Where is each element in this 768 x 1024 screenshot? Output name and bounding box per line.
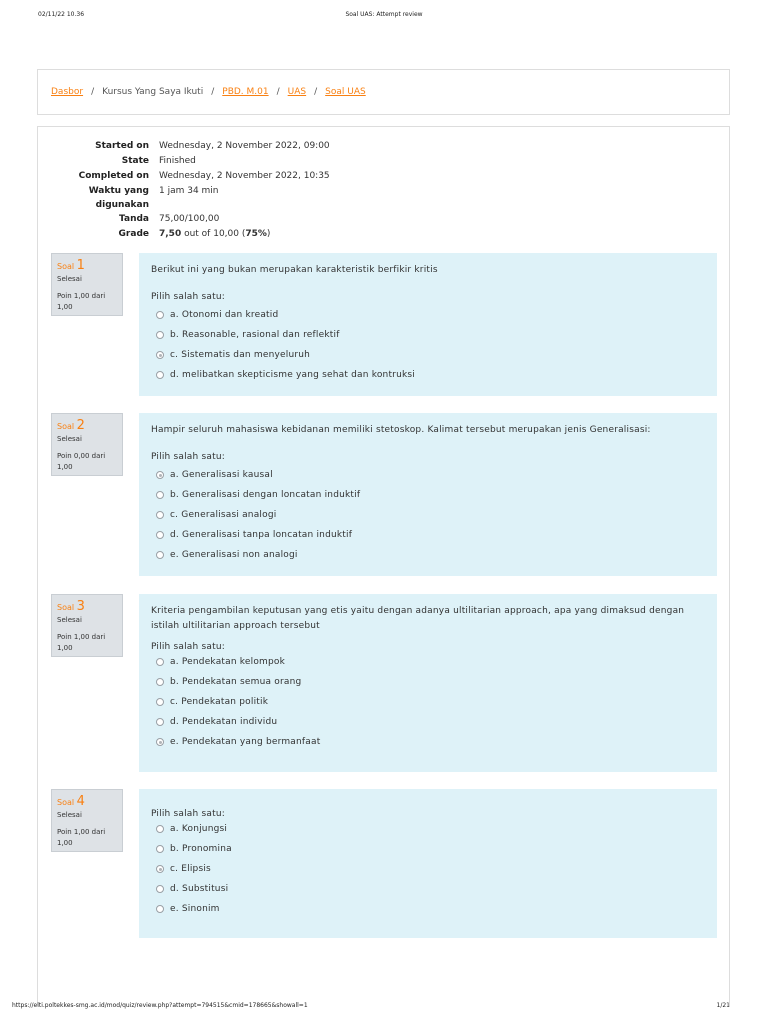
answer-option[interactable]: c. Elipsis (156, 859, 705, 879)
breadcrumb (37, 69, 730, 115)
print-datetime: 02/11/22 10.36 (38, 11, 85, 18)
radio-button[interactable] (156, 511, 164, 519)
answer-option[interactable]: b. Pronomina (156, 839, 705, 859)
answer-option[interactable]: a. Generalisasi kausal (156, 465, 705, 485)
question-state: Selesai (57, 811, 82, 819)
question-content (139, 413, 717, 576)
print-title: Soal UAS: Attempt review (345, 11, 423, 18)
answer-option[interactable]: c. Pendekatan politik (156, 692, 705, 712)
radio-button[interactable] (156, 905, 164, 913)
breadcrumb-course[interactable]: PBD. M.01 (222, 87, 269, 97)
question-info (51, 413, 123, 476)
question-points: Poin 1,00 dari 1,00 (57, 828, 106, 847)
question-text: Kriteria pengambilan keputusan yang etis yaitu dengan adanya ultilitarian approach, apa yang dimaksud dengan istilah ultilitarian approach tersebut (151, 606, 685, 631)
breadcrumb-separator: / (314, 87, 318, 97)
question-info (51, 594, 123, 657)
question-info (51, 789, 123, 852)
answer-option[interactable]: b. Pendekatan semua orang (156, 672, 705, 692)
radio-button-selected[interactable] (156, 471, 164, 479)
radio-button[interactable] (156, 371, 164, 379)
waktu-value: 1 jam 34 min (159, 186, 219, 196)
radio-button[interactable] (156, 658, 164, 666)
answer-option[interactable]: d. melibatkan skepticisme yang sehat dan kontruksi (156, 365, 705, 385)
breadcrumb-separator: / (211, 87, 215, 97)
radio-button[interactable] (156, 678, 164, 686)
answer-option[interactable]: b. Generalisasi dengan loncatan induktif (156, 485, 705, 505)
question-points: Poin 1,00 dari 1,00 (57, 633, 106, 652)
question-info (51, 253, 123, 316)
grade-label: Grade (118, 229, 149, 239)
question-number: Soal 4 (57, 794, 85, 809)
print-footer (0, 1002, 768, 1012)
started-label: Started on (95, 141, 149, 151)
started-value: Wednesday, 2 November 2022, 09:00 (159, 141, 330, 151)
answer-option[interactable]: b. Reasonable, rasional dan reflektif (156, 325, 705, 345)
radio-button[interactable] (156, 331, 164, 339)
answer-option[interactable]: c. Sistematis dan menyeluruh (156, 345, 705, 365)
print-url: https://elti.poltekkes-smg.ac.id/mod/quiz/review.php?attempt=794515&cmid=178665&showall=1 (12, 1002, 308, 1009)
question-text: Hampir seluruh mahasiswa kebidanan memiliki stetoskop. Kalimat tersebut merupakan jenis Generalisasi: (151, 425, 651, 435)
radio-button[interactable] (156, 551, 164, 559)
completed-label: Completed on (78, 171, 149, 181)
radio-button[interactable] (156, 845, 164, 853)
radio-button-selected[interactable] (156, 351, 164, 359)
breadcrumb-kursus: Kursus Yang Saya Ikuti (102, 87, 204, 97)
radio-button[interactable] (156, 531, 164, 539)
grade-close: ) (266, 229, 271, 239)
question-points: Poin 1,00 dari 1,00 (57, 292, 106, 311)
answer-option[interactable]: d. Substitusi (156, 879, 705, 899)
radio-button[interactable] (156, 311, 164, 319)
breadcrumb-uas[interactable]: UAS (287, 87, 307, 97)
question-number: Soal 1 (57, 258, 85, 273)
radio-button[interactable] (156, 885, 164, 893)
completed-value: Wednesday, 2 November 2022, 10:35 (159, 171, 330, 181)
print-header (0, 11, 768, 21)
answer-option[interactable]: a. Otonomi dan kreatid (156, 305, 705, 325)
question-content (139, 594, 717, 772)
answer-option[interactable]: d. Pendekatan individu (156, 712, 705, 732)
attempt-summary (0, 139, 760, 242)
question-content (139, 789, 717, 938)
state-value: Finished (159, 156, 196, 166)
breadcrumb-separator: / (91, 87, 95, 97)
question-state: Selesai (57, 616, 82, 624)
radio-button[interactable] (156, 825, 164, 833)
answer-option[interactable]: e. Generalisasi non analogi (156, 545, 705, 565)
question-state: Selesai (57, 275, 82, 283)
question-number: Soal 3 (57, 599, 85, 614)
radio-button-selected[interactable] (156, 865, 164, 873)
grade-value (159, 227, 270, 241)
answer-option[interactable]: e. Pendekatan yang bermanfaat (156, 732, 705, 752)
answer-prompt: Pilih salah satu: (151, 452, 225, 462)
radio-button[interactable] (156, 718, 164, 726)
tanda-label: Tanda (119, 214, 149, 224)
question-content (139, 253, 717, 396)
answer-prompt: Pilih salah satu: (151, 642, 225, 652)
radio-button-selected[interactable] (156, 738, 164, 746)
radio-button[interactable] (156, 698, 164, 706)
tanda-value: 75,00/100,00 (159, 214, 220, 224)
grade-score: 7,50 (159, 229, 182, 239)
question-points: Poin 0,00 dari 1,00 (57, 452, 106, 471)
print-page-number: 1/21 (716, 1002, 730, 1009)
breadcrumb-separator: / (276, 87, 280, 97)
answer-option[interactable]: a. Konjungsi (156, 819, 705, 839)
state-label: State (121, 156, 149, 166)
radio-button[interactable] (156, 491, 164, 499)
grade-out-of: out of 10,00 ( (181, 229, 246, 239)
question-text: Berikut ini yang bukan merupakan karakteristik berfikir kritis (151, 265, 438, 275)
breadcrumb-soal-uas[interactable]: Soal UAS (325, 87, 366, 97)
waktu-label: Waktu yang digunakan (88, 186, 149, 210)
question-state: Selesai (57, 435, 82, 443)
question-number: Soal 2 (57, 418, 85, 433)
answer-option[interactable]: d. Generalisasi tanpa loncatan induktif (156, 525, 705, 545)
answer-option[interactable]: c. Generalisasi analogi (156, 505, 705, 525)
breadcrumb-dasbor[interactable]: Dasbor (51, 87, 84, 97)
answer-option[interactable]: e. Sinonim (156, 899, 705, 919)
answer-prompt: Pilih salah satu: (151, 809, 225, 819)
answer-prompt: Pilih salah satu: (151, 292, 225, 302)
grade-percent: 75% (245, 229, 267, 239)
answer-option[interactable]: a. Pendekatan kelompok (156, 652, 705, 672)
